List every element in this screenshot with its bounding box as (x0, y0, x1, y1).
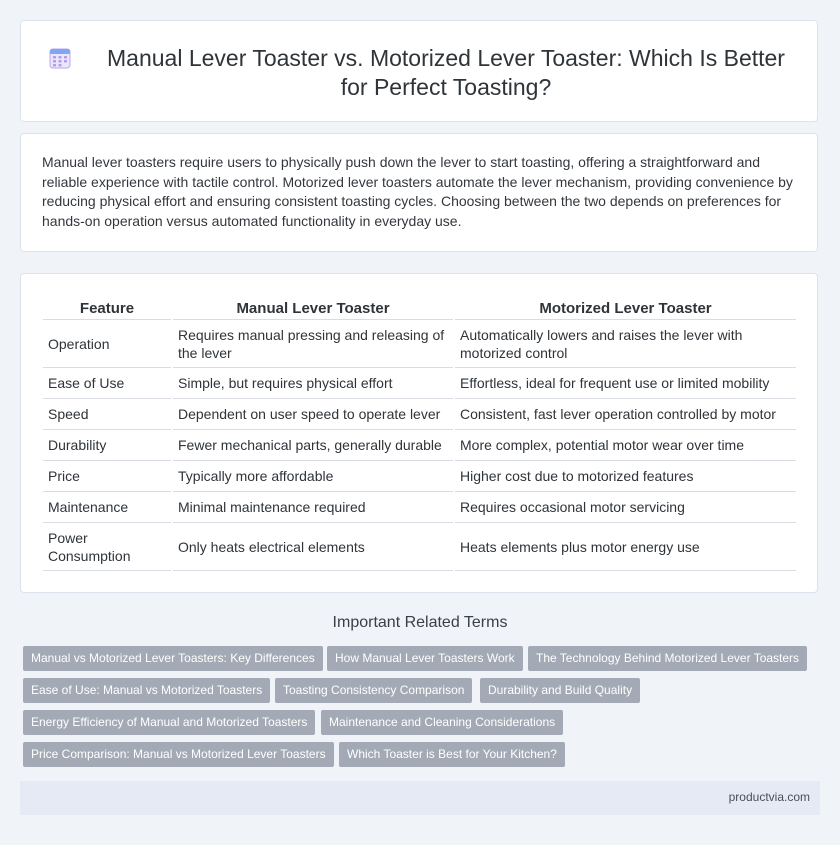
related-tag-best-for-kitchen[interactable]: Which Toaster is Best for Your Kitchen? (339, 742, 565, 767)
related-terms-heading: Important Related Terms (332, 614, 508, 631)
motorized-cell: Automatically lowers and raises the lever with motorized control (455, 320, 796, 368)
feature-cell: Speed (43, 399, 171, 430)
related-tag-motorized-technology[interactable]: The Technology Behind Motorized Lever Toasters (528, 646, 807, 671)
comparison-table-card (20, 273, 818, 593)
motorized-cell: Higher cost due to motorized features (455, 461, 796, 492)
manual-cell: Dependent on user speed to operate lever (173, 399, 453, 430)
table-row (43, 461, 796, 492)
feature-cell: Price (43, 461, 171, 492)
related-tag-how-manual-works[interactable]: How Manual Lever Toasters Work (327, 646, 523, 671)
manual-cell: Typically more affordable (173, 461, 453, 492)
title-card (20, 20, 818, 122)
manual-cell: Requires manual pressing and releasing of the lever (173, 320, 453, 368)
comparison-table (41, 295, 798, 571)
table-row (43, 492, 796, 523)
manual-cell: Only heats electrical elements (173, 523, 453, 571)
motorized-cell: Requires occasional motor servicing (455, 492, 796, 523)
table-row (43, 368, 796, 399)
column-header-feature: Feature (43, 295, 171, 320)
manual-cell: Fewer mechanical parts, generally durable (173, 430, 453, 461)
motorized-cell: More complex, potential motor wear over time (455, 430, 796, 461)
related-tag-durability[interactable]: Durability and Build Quality (480, 678, 640, 703)
related-tag-key-differences[interactable]: Manual vs Motorized Lever Toasters: Key Differences (23, 646, 323, 671)
related-tag-energy-efficiency[interactable]: Energy Efficiency of Manual and Motorized Toasters (23, 710, 315, 735)
table-row (43, 320, 796, 368)
feature-cell: Maintenance (43, 492, 171, 523)
related-tag-price-comparison[interactable]: Price Comparison: Manual vs Motorized Lever Toasters (23, 742, 334, 767)
column-header-manual: Manual Lever Toaster (173, 295, 453, 320)
related-tag-consistency[interactable]: Toasting Consistency Comparison (275, 678, 472, 703)
motorized-cell: Consistent, fast lever operation controlled by motor (455, 399, 796, 430)
table-row (43, 430, 796, 461)
motorized-cell: Heats elements plus motor energy use (455, 523, 796, 571)
calendar-icon (48, 46, 72, 70)
feature-cell: Operation (43, 320, 171, 368)
manual-cell: Simple, but requires physical effort (173, 368, 453, 399)
related-tag-maintenance[interactable]: Maintenance and Cleaning Considerations (321, 710, 563, 735)
feature-cell: Ease of Use (43, 368, 171, 399)
page-title: Manual Lever Toaster vs. Motorized Lever Toaster: Which Is Better for Perfect Toasting? (107, 45, 785, 100)
feature-cell: Power Consumption (43, 523, 171, 571)
table-header-row (43, 295, 796, 320)
footer-bar (20, 781, 820, 815)
intro-card (20, 133, 818, 252)
motorized-cell: Effortless, ideal for frequent use or limited mobility (455, 368, 796, 399)
manual-cell: Minimal maintenance required (173, 492, 453, 523)
table-row (43, 523, 796, 571)
feature-cell: Durability (43, 430, 171, 461)
footer-source: productvia.com (728, 790, 810, 804)
table-row (43, 399, 796, 430)
related-tag-ease-of-use[interactable]: Ease of Use: Manual vs Motorized Toasters (23, 678, 270, 703)
intro-paragraph: Manual lever toasters require users to physically push down the lever to start toasting, offering a straightforward and reliable experience with tactile control. Motorized lever toasters automate the lever mechanism, providing convenience by reducing physical effort and ensuring consistent toasting cycles. Choosing between the two depends on preferences for hands-on operation versus automated functionality in everyday use. (42, 154, 793, 229)
column-header-motorized: Motorized Lever Toaster (455, 295, 796, 320)
